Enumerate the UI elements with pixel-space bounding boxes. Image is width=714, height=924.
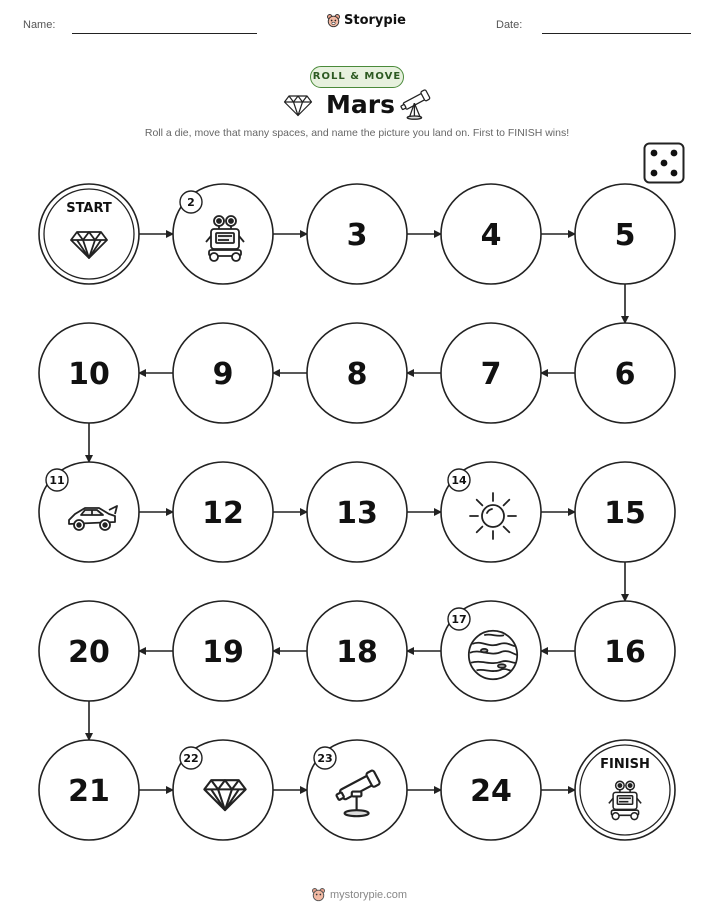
space-number: 9 [212, 357, 234, 392]
board-space-22 [173, 740, 273, 840]
board-space-20 [39, 601, 139, 701]
board-space-10 [39, 323, 139, 423]
sun-icon [470, 493, 516, 539]
board-space-1 [39, 184, 139, 284]
space-number: 12 [202, 496, 244, 531]
space-number: 23 [317, 752, 333, 765]
space-number: 24 [470, 774, 512, 809]
board-space-21 [39, 740, 139, 840]
space-number: 2 [187, 196, 195, 209]
board-space-12 [173, 462, 273, 562]
board-space-6 [575, 323, 675, 423]
board-space-16 [575, 601, 675, 701]
space-number: 11 [49, 474, 65, 487]
board-space-4 [441, 184, 541, 284]
space-number: 10 [68, 357, 110, 392]
brand-name: Storypie [344, 13, 406, 28]
space-label: FINISH [600, 757, 650, 772]
space-number: 21 [68, 774, 110, 809]
space-label: START [66, 201, 112, 216]
space-number: 3 [346, 218, 368, 253]
space-number: 19 [202, 635, 244, 670]
space-number: 8 [346, 357, 368, 392]
space-number: 15 [604, 496, 646, 531]
space-number: 7 [480, 357, 502, 392]
date-label: Date: [496, 19, 523, 31]
board-space-18 [307, 601, 407, 701]
planet-icon [469, 631, 517, 679]
board-space-19 [173, 601, 273, 701]
bear-mascot-icon [311, 887, 326, 902]
board-space-3 [307, 184, 407, 284]
game-type-badge: ROLL & MOVE [310, 66, 404, 88]
footer [311, 887, 407, 902]
board-space-11 [39, 462, 139, 562]
board-space-2 [173, 184, 273, 284]
board-space-13 [307, 462, 407, 562]
space-number: 18 [336, 635, 378, 670]
space-number: 20 [68, 635, 110, 670]
board-space-5 [575, 184, 675, 284]
space-number: 4 [480, 218, 502, 253]
board-space-15 [575, 462, 675, 562]
footer-url: mystorypie.com [330, 888, 408, 901]
name-label: Name: [23, 19, 56, 31]
space-number: 16 [604, 635, 646, 670]
board-space-7 [441, 323, 541, 423]
space-number: 13 [336, 496, 378, 531]
space-number: 6 [614, 357, 636, 392]
space-number: 17 [451, 613, 467, 626]
board-space-24 [441, 740, 541, 840]
space-circle [575, 740, 675, 840]
space-number: 14 [451, 474, 467, 487]
page-title: Mars [326, 90, 395, 119]
instructions-text: Roll a die, move that many spaces, and name the picture you land on. First to FINISH wins! [144, 127, 570, 139]
space-number: 22 [183, 752, 199, 765]
board-space-9 [173, 323, 273, 423]
board-space-23 [307, 740, 407, 840]
board-space-8 [307, 323, 407, 423]
space-circle [39, 184, 139, 284]
board-space-14 [441, 462, 541, 562]
board-space-17 [441, 601, 541, 701]
board-space-25 [575, 740, 675, 840]
space-number: 5 [614, 218, 636, 253]
